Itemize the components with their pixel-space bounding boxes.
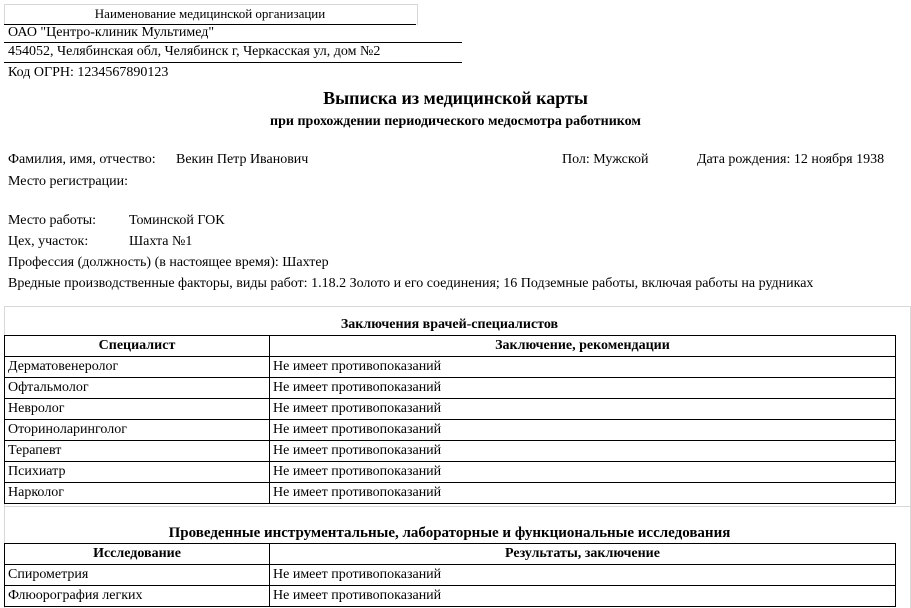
- table-header-row: [5, 544, 896, 565]
- specialist-conclusion: Не имеет противопоказаний: [270, 399, 896, 420]
- fio-label: Фамилия, имя, отчество:: [8, 152, 156, 167]
- specialist-conclusion: Не имеет противопоказаний: [270, 462, 896, 483]
- org-address: 454052, Челябинская обл, Челябинск г, Черкасская ул, дом №2: [8, 44, 381, 59]
- specialist-name: Невролог: [5, 399, 270, 420]
- shop-value: Шахта №1: [129, 234, 193, 249]
- work-value: Томинской ГОК: [129, 213, 225, 228]
- studies-caption: Проведенные инструментальные, лабораторные и функциональные исследования: [168, 525, 731, 541]
- table-header-row: [5, 336, 896, 357]
- study-result: Не имеет противопоказаний: [270, 565, 896, 586]
- table-row: [5, 565, 896, 586]
- specialist-name: Дерматовенеролог: [5, 357, 270, 378]
- org-name: ОАО "Центро-клиник Мультимед": [8, 25, 215, 40]
- specialist-conclusion: Не имеет противопоказаний: [270, 483, 896, 504]
- org-header-label: Наименование медицинской организации: [94, 6, 326, 21]
- specialist-name: Офтальмолог: [5, 378, 270, 399]
- specialist-name: Нарколог: [5, 483, 270, 504]
- table-row: [5, 441, 896, 462]
- registration-label: Место регистрации:: [8, 174, 129, 189]
- org-ogrn: Код ОГРН: 1234567890123: [8, 65, 169, 80]
- table-row: [5, 378, 896, 399]
- specialist-conclusion: Не имеет противопоказаний: [270, 357, 896, 378]
- specialist-conclusion: Не имеет противопоказаний: [270, 378, 896, 399]
- specialist-name: Терапевт: [5, 441, 270, 462]
- divider: [4, 62, 462, 63]
- document-subtitle: при прохождении периодического медосмотра работником: [270, 114, 641, 129]
- specialist-conclusion: Не имеет противопоказаний: [270, 441, 896, 462]
- specialist-name: Оториноларинголог: [5, 420, 270, 441]
- shop-label: Цех, участок:: [8, 234, 89, 249]
- birth-date-field: Дата рождения: 12 ноября 1938: [697, 152, 885, 167]
- table-row: [5, 462, 896, 483]
- study-name: Флюорография легких: [5, 586, 270, 607]
- profession-field: Профессия (должность) (в настоящее время): Шахтер: [8, 255, 329, 270]
- table-row: [5, 357, 896, 378]
- document-title: Выписка из медицинской карты: [323, 88, 588, 108]
- sex-field: Пол: Мужской: [562, 152, 649, 167]
- column-header-results: Результаты, заключение: [270, 544, 896, 565]
- harmful-factors-field: Вредные производственные факторы, виды работ: 1.18.2 Золото и его соединения; 16 Подземные работы, включая работы на рудниках: [8, 276, 814, 291]
- column-header-specialist: Специалист: [5, 336, 270, 357]
- study-result: Не имеет противопоказаний: [270, 586, 896, 607]
- specialists-table: [4, 335, 896, 504]
- work-label: Место работы:: [8, 213, 97, 228]
- table-row: [5, 420, 896, 441]
- studies-table: [4, 543, 896, 607]
- table-row: [5, 586, 896, 607]
- specialist-name: Психиатр: [5, 462, 270, 483]
- specialists-caption: Заключения врачей-специалистов: [340, 317, 559, 332]
- fio-value: Векин Петр Иванович: [176, 152, 309, 167]
- table-row: [5, 399, 896, 420]
- table-row: [5, 483, 896, 504]
- study-name: Спирометрия: [5, 565, 270, 586]
- specialist-conclusion: Не имеет противопоказаний: [270, 420, 896, 441]
- column-header-conclusion: Заключение, рекомендации: [270, 336, 896, 357]
- column-header-study: Исследование: [5, 544, 270, 565]
